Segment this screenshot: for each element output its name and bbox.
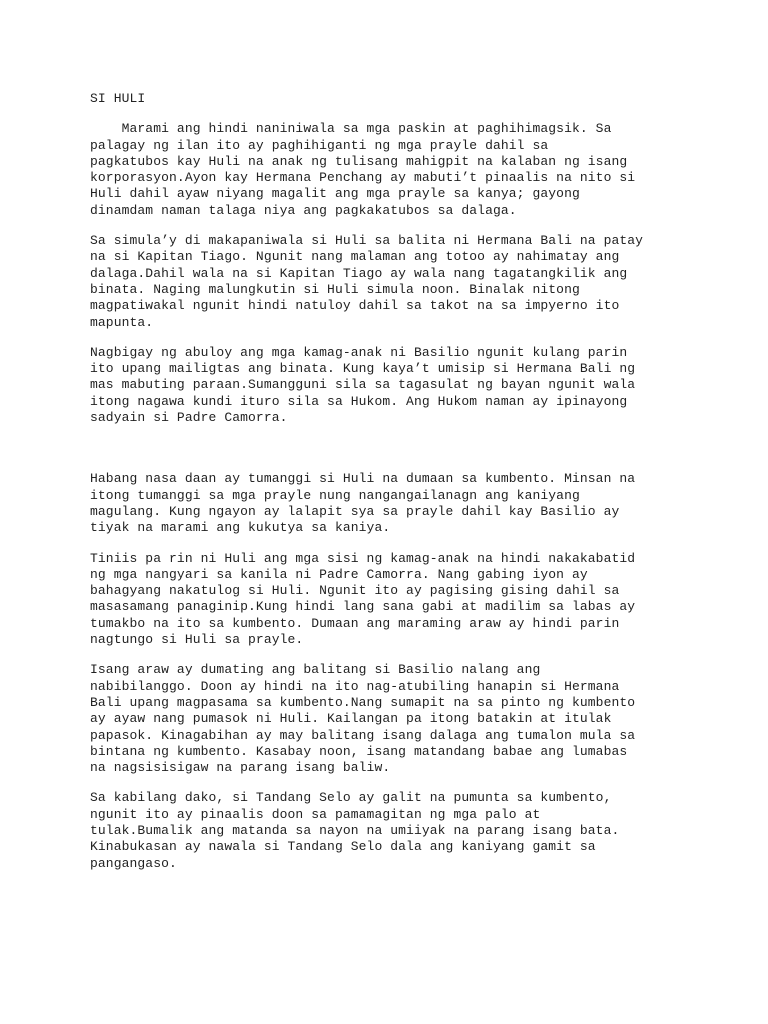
paragraph-4 [90, 471, 690, 536]
paragraph-line: itong nagawa kundi ituro sila sa Hukom. Ang Hukom naman ay ipinayong [90, 393, 628, 409]
paragraph-3 [90, 345, 690, 426]
paragraph-line: papasok. Kinagabihan ay may balitang isang dalaga ang tumalon mula sa [90, 727, 636, 743]
paragraph-line: nabibilanggo. Doon ay hindi na ito nag-atubiling hanapin si Hermana [90, 678, 620, 694]
paragraph-line: Huli dahil ayaw niyang magalit ang mga prayle sa kanya; gayong [90, 186, 580, 202]
paragraph-line: magulang. Kung ngayon ay lalapit sya sa prayle dahil kay Basilio ay [90, 503, 620, 519]
paragraph-line: Marami ang hindi naniniwala sa mga paskin at paghihimagsik. Sa [90, 121, 612, 137]
paragraph-line: sadyain si Padre Camorra. [90, 410, 288, 426]
paragraph-line: pagkatubos kay Huli na anak ng tulisang mahigpit na kalaban ng isang [90, 153, 628, 169]
paragraph-line: ito upang mailigtas ang binata. Kung kaya’t umisip si Hermana Bali ng [90, 361, 636, 377]
paragraph-line: na nagsisisigaw na parang isang baliw. [90, 760, 391, 776]
paragraph-line: ngunit ito ay pinaalis doon sa pamamagitan ng mga palo at [90, 806, 541, 822]
document-body [90, 91, 690, 886]
paragraph-line: Sa simula’y di makapaniwala si Huli sa balita ni Hermana Bali na patay [90, 233, 644, 249]
document-title: SI HULI [90, 91, 146, 106]
paragraph-line: Bali upang magpasama sa kumbento.Nang sumapit na sa pinto ng kumbento [90, 694, 636, 710]
paragraph-line: mapunta. [90, 314, 154, 330]
paragraph-line: Sa kabilang dako, si Tandang Selo ay galit na pumunta sa kumbento, [90, 790, 612, 806]
paragraph-line: ng mga nangyari sa kanila ni Padre Camorra. Nang gabing iyon ay [90, 566, 588, 582]
paragraph-line: Tiniis pa rin ni Huli ang mga sisi ng kamag-anak na hindi nakakabatid [90, 550, 636, 566]
paragraph-line: Habang nasa daan ay tumanggi si Huli na dumaan sa kumbento. Minsan na [90, 471, 636, 487]
paragraph-line: dinamdam naman talaga niya ang pagkakatubos sa dalaga. [90, 202, 517, 218]
paragraph-line: masasamang panaginip.Kung hindi lang sana gabi at madilim sa labas ay [90, 599, 636, 615]
paragraph-line: dalaga.Dahil wala na si Kapitan Tiago ay wala nang tagatangkilik ang [90, 265, 628, 281]
paragraph-6 [90, 662, 690, 776]
paragraph-line: itong tumanggi sa mga prayle nung nangangailanagn ang kaniyang [90, 487, 580, 503]
paragraph-line: korporasyon.Ayon kay Hermana Penchang ay mabuti’t pinaalis na nito si [90, 170, 636, 186]
paragraph-line: Isang araw ay dumating ang balitang si Basilio nalang ang [90, 662, 541, 678]
paragraph-line: magpatiwakal ngunit hindi natuloy dahil sa takot na sa impyerno ito [90, 298, 620, 314]
paragraph-7 [90, 790, 690, 871]
paragraph-line: mas mabuting paraan.Sumangguni sila sa tagasulat ng bayan ngunit wala [90, 377, 636, 393]
paragraph-line: bintana ng kumbento. Kasabay noon, isang matandang babae ang lumabas [90, 743, 628, 759]
paragraph-line: tulak.Bumalik ang matanda sa nayon na umiiyak na parang isang bata. [90, 822, 620, 838]
paragraph-gap [90, 440, 690, 471]
paragraph-line: nagtungo si Huli sa prayle. [90, 632, 304, 648]
paragraph-line: tiyak na marami ang kukutya sa kaniya. [90, 520, 391, 536]
paragraph-line: palagay ng ilan ito ay paghihiganti ng mga prayle dahil sa [90, 137, 549, 153]
paragraph-line: tumakbo na ito sa kumbento. Dumaan ang maraming araw ay hindi parin [90, 615, 620, 631]
paragraph-line: Nagbigay ng abuloy ang mga kamag-anak ni Basilio ngunit kulang parin [90, 344, 628, 360]
paragraph-line: pangangaso. [90, 855, 177, 871]
paragraph-line: ay ayaw nang pumasok ni Huli. Kailangan pa itong batakin at itulak [90, 711, 612, 727]
paragraph-line: binata. Naging malungkutin si Huli simula noon. Binalak nitong [90, 281, 580, 297]
paragraph-1 [90, 121, 690, 219]
paragraph-line: na si Kapitan Tiago. Ngunit nang malaman ang totoo ay nahimatay ang [90, 249, 620, 265]
paragraph-5 [90, 551, 690, 649]
paragraph-2 [90, 233, 690, 331]
paragraph-line: bahagyang nakatulog si Huli. Ngunit ito ay pagising gising dahil sa [90, 583, 620, 599]
paragraph-line: Kinabukasan ay nawala si Tandang Selo dala ang kaniyang gamit sa [90, 839, 596, 855]
